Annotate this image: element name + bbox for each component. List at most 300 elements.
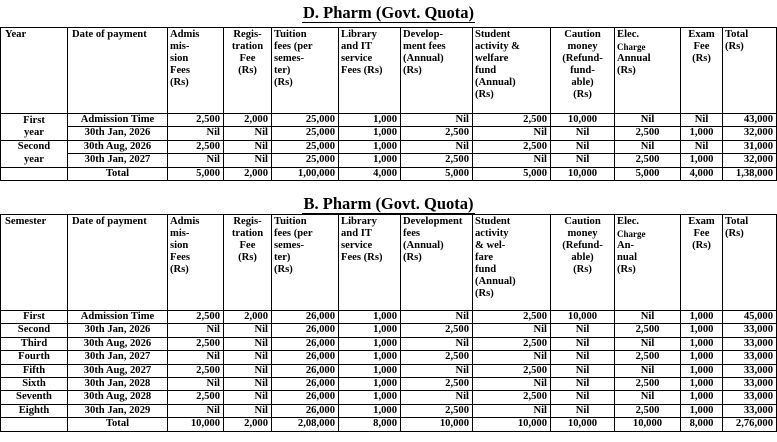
bpharm-header-1 (68, 215, 168, 311)
dpharm-header-3 (224, 28, 272, 114)
fee-cell: 2,500 (473, 140, 551, 153)
header-line: (Rs) (170, 77, 189, 88)
header-line: tration (231, 41, 264, 52)
header-line: fare (475, 252, 494, 263)
fee-cell: 2,500 (401, 154, 473, 167)
fee-cell: Nil (224, 364, 272, 377)
bpharm-header-9 (615, 215, 681, 311)
fee-cell: 1,000 (681, 324, 723, 337)
header-line: Year (5, 29, 27, 40)
header-line: Total (725, 29, 749, 40)
fee-cell: 1,000 (681, 154, 723, 167)
fee-cell: Nil (615, 337, 681, 350)
header-line: (Rs) (475, 89, 494, 100)
header-line: (Rs) (403, 65, 422, 76)
fee-cell: 2,500 (168, 364, 224, 377)
header-line: service (341, 240, 373, 251)
header-line: fund (475, 65, 497, 76)
header-line: ment fees (403, 41, 446, 52)
header-line: Date of payment (72, 29, 147, 40)
fee-cell: Nil (224, 351, 272, 364)
fee-cell: 25,000 (272, 154, 339, 167)
fee-cell: 1,000 (339, 337, 401, 350)
fee-cell: 2,000 (224, 167, 272, 180)
semester-label: Second (1, 324, 68, 337)
fee-cell: 2,500 (615, 404, 681, 417)
fee-cell: 45,000 (723, 311, 777, 324)
dpharm-header-row (1, 28, 777, 114)
fee-cell: Nil (168, 324, 224, 337)
header-line: mis- (170, 228, 190, 239)
total-row (1, 167, 777, 180)
dpharm-header-10 (681, 28, 723, 114)
fee-cell: 1,000 (339, 114, 401, 127)
fee-cell: Nil (224, 378, 272, 391)
fee-cell: Nil (168, 404, 224, 417)
fee-cell: 33,000 (723, 391, 777, 404)
payment-date: 30th Jan, 2026 (68, 127, 168, 140)
payment-date: 30th Aug, 2027 (68, 364, 168, 377)
payment-date: 30th Jan, 2026 (68, 324, 168, 337)
header-line: Fee (239, 53, 256, 64)
fee-cell: 2,000 (224, 418, 272, 431)
fee-cell: Nil (615, 114, 681, 127)
total-row (1, 418, 777, 431)
fee-cell: 25,000 (272, 140, 339, 153)
payment-date: Admission Time (68, 114, 168, 127)
header-line: mis- (170, 41, 190, 52)
fee-cell: Nil (168, 351, 224, 364)
header-line: & wel- (475, 240, 506, 251)
header-line: (Refund- (562, 240, 603, 251)
header-line: (Rs) (170, 264, 189, 275)
header-line: (Annual) (475, 77, 516, 88)
fee-cell: 2,500 (615, 324, 681, 337)
fee-cell: Nil (224, 391, 272, 404)
header-line: fund- (570, 65, 595, 76)
empty-cell (1, 418, 68, 431)
fee-cell: 1,000 (681, 391, 723, 404)
year-label-line: year (24, 153, 44, 165)
fee-cell: 2,500 (473, 391, 551, 404)
fee-cell: 1,000 (339, 311, 401, 324)
table-row (1, 154, 777, 167)
fee-cell: 33,000 (723, 351, 777, 364)
fee-cell: 33,000 (723, 378, 777, 391)
header-line: and IT (341, 41, 372, 52)
fee-cell: 43,000 (723, 114, 777, 127)
header-line: (Rs) (725, 41, 744, 52)
fee-cell: 2,500 (401, 404, 473, 417)
fee-cell: Nil (473, 351, 551, 364)
fee-cell: 10,000 (551, 114, 615, 127)
payment-date: 30th Aug, 2026 (68, 140, 168, 153)
fee-cell: Nil (224, 127, 272, 140)
fee-cell: 33,000 (723, 337, 777, 350)
header-line: Annual (617, 53, 651, 64)
fee-cell: 26,000 (272, 324, 339, 337)
semester-label: Fourth (1, 351, 68, 364)
header-line: semes- (274, 53, 305, 64)
fee-cell: 10,000 (615, 418, 681, 431)
header-line: fees (403, 228, 421, 239)
fee-cell: Nil (224, 140, 272, 153)
fee-cell: 1,000 (339, 364, 401, 377)
bpharm-fee-table (0, 214, 777, 432)
header-line: activity (475, 228, 509, 239)
fee-cell: Nil (168, 154, 224, 167)
fee-cell: Nil (615, 364, 681, 377)
fee-cell: 1,000 (681, 127, 723, 140)
fee-cell: Nil (224, 154, 272, 167)
fee-cell: Nil (551, 404, 615, 417)
header-line: Student (475, 29, 511, 40)
fee-cell: 10,000 (551, 418, 615, 431)
fee-cell: 2,500 (473, 311, 551, 324)
header-line: Tuition (274, 216, 307, 227)
fee-cell: 2,500 (168, 114, 224, 127)
dpharm-header-4 (272, 28, 339, 114)
fee-cell: Nil (473, 127, 551, 140)
fee-cell: 33,000 (723, 364, 777, 377)
bpharm-header-0 (1, 215, 68, 311)
dpharm-header-9 (615, 28, 681, 114)
fee-cell: Nil (473, 378, 551, 391)
header-line: Charge (617, 229, 646, 239)
header-line: Tuition (274, 29, 307, 40)
dpharm-fee-table (0, 27, 777, 181)
fee-cell: Nil (473, 404, 551, 417)
payment-date: 30th Jan, 2027 (68, 351, 168, 364)
fee-cell: Nil (401, 114, 473, 127)
table-row (1, 404, 777, 417)
header-line: Student (475, 216, 511, 227)
payment-date: 30th Aug, 2026 (68, 337, 168, 350)
fee-cell: 1,000 (339, 140, 401, 153)
header-line: money (567, 228, 598, 239)
fee-cell: 2,500 (168, 337, 224, 350)
header-line: and IT (341, 228, 372, 239)
header-line: (Rs) (274, 264, 293, 275)
header-line: Fees (Rs) (341, 252, 383, 263)
header-line: fees (per (274, 228, 313, 239)
payment-date: 30th Jan, 2027 (68, 154, 168, 167)
fee-cell: 1,000 (681, 337, 723, 350)
header-line: Development (403, 216, 463, 227)
fee-cell: 10,000 (401, 418, 473, 431)
header-line: Date of payment (72, 216, 147, 227)
header-line: Caution (564, 29, 601, 40)
fee-cell: Nil (551, 378, 615, 391)
bpharm-header-6 (401, 215, 473, 311)
header-line: able) (571, 252, 594, 263)
fee-cell: Nil (615, 140, 681, 153)
fee-cell: 1,000 (681, 364, 723, 377)
fee-cell: 1,000 (681, 378, 723, 391)
empty-cell (1, 167, 68, 180)
header-line: tration (231, 228, 264, 239)
fee-cell: 1,000 (339, 391, 401, 404)
fee-cell: 2,08,000 (272, 418, 339, 431)
fee-cell: 2,500 (401, 324, 473, 337)
fee-cell: Nil (224, 337, 272, 350)
total-label: Total (68, 418, 168, 431)
fee-cell: 26,000 (272, 378, 339, 391)
header-line: ter) (274, 65, 291, 76)
fee-cell: 26,000 (272, 351, 339, 364)
header-line: Library (341, 216, 377, 227)
payment-date: 30th Jan, 2029 (68, 404, 168, 417)
dpharm-header-2 (168, 28, 224, 114)
fee-cell: Nil (551, 154, 615, 167)
header-line: Total (725, 216, 749, 227)
fee-cell: Nil (681, 114, 723, 127)
fee-cell: 25,000 (272, 114, 339, 127)
fee-cell: 4,000 (339, 167, 401, 180)
fee-cell: 2,000 (224, 114, 272, 127)
header-line: Fees (Rs) (341, 65, 383, 76)
fee-cell: Nil (168, 127, 224, 140)
fee-cell: 31,000 (723, 140, 777, 153)
fee-cell: 2,500 (168, 311, 224, 324)
header-line: Fee (239, 240, 256, 251)
header-line: (Rs) (725, 228, 744, 239)
semester-label: Sixth (1, 378, 68, 391)
fee-cell: 25,000 (272, 127, 339, 140)
fee-cell: 26,000 (272, 404, 339, 417)
header-line: (Rs) (617, 264, 636, 275)
fee-cell: 1,38,000 (723, 167, 777, 180)
fee-cell: 10,000 (473, 418, 551, 431)
header-line: (Annual) (475, 276, 516, 287)
fee-cell: 5,000 (401, 167, 473, 180)
year-label-line: year (24, 126, 44, 138)
header-line: Admis (170, 216, 200, 227)
year-label-line: First (23, 114, 45, 126)
fee-cell: Nil (551, 140, 615, 153)
fee-cell: 2,76,000 (723, 418, 777, 431)
fee-cell: Nil (551, 337, 615, 350)
header-line: Fee (693, 228, 710, 239)
header-line: welfare (475, 53, 509, 64)
header-line: semes- (274, 240, 305, 251)
payment-date: Admission Time (68, 311, 168, 324)
header-line: money (567, 41, 598, 52)
header-line: activity & (475, 41, 521, 52)
header-line: (Rs) (573, 89, 592, 100)
fee-cell: 5,000 (615, 167, 681, 180)
semester-label: First (1, 311, 68, 324)
fee-cell: 1,000 (339, 154, 401, 167)
header-line: (Rs) (238, 252, 257, 263)
fee-cell: Nil (551, 391, 615, 404)
header-line: Fees (170, 65, 190, 76)
fee-cell: 32,000 (723, 154, 777, 167)
header-line: Regis- (233, 29, 262, 40)
dpharm-header-1 (68, 28, 168, 114)
fee-cell: 26,000 (272, 337, 339, 350)
fee-cell: Nil (401, 140, 473, 153)
header-line: Fees (170, 252, 190, 263)
header-line: (Rs) (274, 77, 293, 88)
table-row (1, 391, 777, 404)
fee-cell: Nil (168, 378, 224, 391)
header-line: Fee (693, 41, 710, 52)
total-label: Total (68, 167, 168, 180)
fee-cell: 4,000 (681, 167, 723, 180)
table-row (1, 114, 777, 127)
fee-cell: 1,000 (339, 127, 401, 140)
fee-cell: Nil (551, 324, 615, 337)
fee-cell: Nil (473, 324, 551, 337)
header-line: service (341, 53, 373, 64)
dpharm-header-8 (551, 28, 615, 114)
bpharm-header-4 (272, 215, 339, 311)
header-line: able) (571, 77, 594, 88)
fee-cell: Nil (401, 337, 473, 350)
header-line: sion (170, 240, 189, 251)
bpharm-header-2 (168, 215, 224, 311)
header-line: Elec. (617, 29, 640, 40)
fee-cell: 2,500 (615, 378, 681, 391)
fee-cell: 2,500 (615, 127, 681, 140)
table-row (1, 127, 777, 140)
fee-cell: Nil (473, 154, 551, 167)
fee-cell: 5,000 (168, 167, 224, 180)
fee-cell: Nil (551, 351, 615, 364)
fee-cell: 2,500 (168, 391, 224, 404)
payment-date: 30th Jan, 2028 (68, 378, 168, 391)
fee-cell: 33,000 (723, 404, 777, 417)
table-row (1, 324, 777, 337)
fee-cell: 8,000 (681, 418, 723, 431)
dpharm-header-11 (723, 28, 777, 114)
fee-cell: Nil (615, 391, 681, 404)
fee-cell: 1,000 (681, 404, 723, 417)
fee-cell: 1,000 (339, 351, 401, 364)
table-row (1, 378, 777, 391)
dpharm-title: D. Pharm (Govt. Quota) (303, 3, 474, 22)
bpharm-header-7 (473, 215, 551, 311)
fee-cell: 8,000 (339, 418, 401, 431)
header-line: (Annual) (403, 240, 444, 251)
dpharm-header-0 (1, 28, 68, 114)
header-line: Caution (564, 216, 601, 227)
header-line: Exam (688, 216, 715, 227)
fee-cell: 33,000 (723, 324, 777, 337)
fee-cell: 26,000 (272, 364, 339, 377)
header-line: (Rs) (692, 53, 711, 64)
fee-cell: Nil (224, 324, 272, 337)
fee-cell: 2,500 (615, 351, 681, 364)
fee-cell: 32,000 (723, 127, 777, 140)
header-line: nual (617, 252, 638, 263)
fee-cell: 1,000 (339, 404, 401, 417)
fee-cell: 10,000 (168, 418, 224, 431)
fee-cell: Nil (224, 404, 272, 417)
header-line: Charge (617, 42, 646, 52)
semester-label: Eighth (1, 404, 68, 417)
table-row (1, 140, 777, 153)
fee-cell: 1,000 (681, 351, 723, 364)
fee-cell: 2,500 (473, 114, 551, 127)
semester-label: Third (1, 337, 68, 350)
bpharm-header-11 (723, 215, 777, 311)
table-row (1, 311, 777, 324)
fee-cell: 2,500 (168, 140, 224, 153)
bpharm-title: B. Pharm (Govt. Quota) (303, 194, 474, 213)
fee-cell: Nil (551, 127, 615, 140)
fee-cell: 2,000 (224, 311, 272, 324)
year-label (1, 140, 68, 167)
header-line: (Refund- (562, 53, 603, 64)
header-line: (Rs) (617, 65, 636, 76)
dpharm-header-7 (473, 28, 551, 114)
fee-cell: Nil (681, 140, 723, 153)
fee-cell: 10,000 (551, 311, 615, 324)
header-line: (Rs) (692, 240, 711, 251)
header-line: Elec. (617, 216, 640, 227)
payment-date: 30th Aug, 2028 (68, 391, 168, 404)
semester-label: Seventh (1, 391, 68, 404)
dpharm-header-5 (339, 28, 401, 114)
table-row (1, 364, 777, 377)
bpharm-header-row (1, 215, 777, 311)
fee-cell: 26,000 (272, 311, 339, 324)
fee-cell: Nil (401, 391, 473, 404)
fee-cell: 2,500 (615, 154, 681, 167)
bpharm-header-8 (551, 215, 615, 311)
table-row (1, 351, 777, 364)
header-line: An- (617, 240, 635, 251)
header-line: Exam (688, 29, 715, 40)
fee-cell: Nil (401, 311, 473, 324)
fee-cell: 2,500 (401, 351, 473, 364)
fee-cell: 1,000 (681, 311, 723, 324)
header-line: (Rs) (403, 252, 422, 263)
header-line: Admis (170, 29, 200, 40)
fee-cell: 2,500 (401, 127, 473, 140)
fee-cell: Nil (551, 364, 615, 377)
fee-cell: Nil (615, 311, 681, 324)
fee-cell: 1,00,000 (272, 167, 339, 180)
header-line: Library (341, 29, 377, 40)
semester-label: Fifth (1, 364, 68, 377)
table-row (1, 337, 777, 350)
header-line: Regis- (233, 216, 262, 227)
fee-cell: 26,000 (272, 391, 339, 404)
header-line: fees (per (274, 41, 313, 52)
bpharm-header-3 (224, 215, 272, 311)
dpharm-header-6 (401, 28, 473, 114)
fee-cell: Nil (401, 364, 473, 377)
header-line: fund (475, 264, 497, 275)
year-label (1, 114, 68, 141)
fee-cell: 1,000 (339, 324, 401, 337)
fee-cell: 5,000 (473, 167, 551, 180)
header-line: sion (170, 53, 189, 64)
year-label-line: Second (17, 141, 51, 153)
bpharm-header-5 (339, 215, 401, 311)
fee-cell: 1,000 (339, 378, 401, 391)
fee-cell: 10,000 (551, 167, 615, 180)
header-line: (Annual) (403, 53, 444, 64)
bpharm-header-10 (681, 215, 723, 311)
header-line: (Rs) (238, 65, 257, 76)
header-line: Develop- (403, 29, 444, 40)
fee-cell: 2,500 (473, 364, 551, 377)
header-line: (Rs) (475, 288, 494, 299)
